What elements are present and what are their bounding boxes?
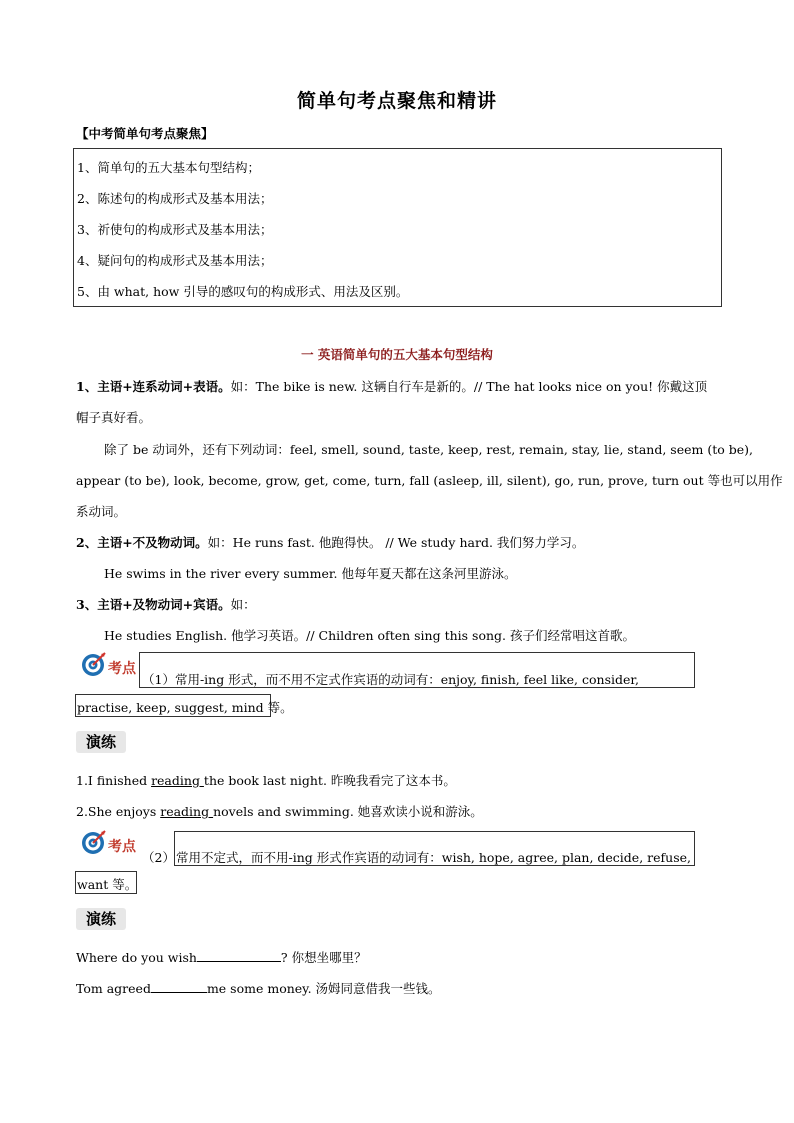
practice-1-item — [76, 802, 483, 820]
point-1-line — [76, 377, 707, 395]
linking-verbs-note-line3: 系动词。 — [76, 504, 127, 519]
point-1-label: 1、主语+连系动词+表语。 — [76, 379, 231, 394]
point-2-text: 如：He runs fast. 他跑得快。 // We study hard. 我们努力学习。 — [207, 535, 585, 550]
practice-answer: reading — [160, 804, 214, 819]
practice-text: 2.She enjoys — [76, 804, 161, 819]
practice-text: novels and swimming. 她喜欢读小说和游泳。 — [213, 804, 483, 819]
point-1-text: 如：The bike is new. 这辆自行车是新的。// The hat looks nice on you! 你戴这顶 — [230, 379, 708, 394]
focus-heading: 【中考简单句考点聚焦】 — [76, 126, 214, 141]
linking-verbs-note-line2: appear (to be), look, become, grow, get, come, turn, fall (asleep, ill, silent), go, run, prove, turn out 等也可以用作 — [76, 473, 783, 488]
focus-item: 3、祈使句的构成形式及基本用法； — [77, 222, 273, 237]
practice-text: Tom agreed — [76, 981, 151, 996]
point-3-example: He studies English. 他学习英语。// Children often sing this song. 孩子们经常唱这首歌。 — [104, 628, 635, 643]
tip-2-line1: 常用不定式，而不用-ing 形式作宾语的动词有：wish, hope, agree, plan, decide, refuse, — [176, 850, 691, 865]
point-2-example: He swims in the river every summer. 他每年夏天都在这条河里游泳。 — [104, 566, 517, 581]
answer-blank[interactable] — [197, 949, 281, 962]
page-title: 简单句考点聚焦和精讲 — [296, 90, 497, 112]
point-3-line — [76, 595, 256, 613]
kaodian-label: 考点 — [108, 661, 136, 677]
practice-badge: 演练 — [76, 731, 126, 753]
focus-item: 2、陈述句的构成形式及基本用法； — [77, 191, 273, 206]
target-icon — [80, 650, 108, 678]
point-1-continuation: 帽子真好看。 — [76, 410, 152, 425]
point-2-label: 2、主语+不及物动词。 — [76, 535, 208, 550]
focus-item: 5、由 what, how 引导的感叹句的构成形式、用法及区别。 — [77, 284, 409, 299]
focus-list-box — [73, 148, 722, 307]
practice-answer: reading — [151, 773, 204, 788]
kaodian-label: 考点 — [108, 839, 136, 855]
practice-text: 1.I finished — [76, 773, 152, 788]
practice-1-item — [76, 771, 456, 789]
focus-item: 4、疑问句的构成形式及基本用法； — [77, 253, 273, 268]
tip-1-line1: （1）常用-ing 形式，而不用不定式作宾语的动词有：enjoy, finish, feel like, consider, — [142, 672, 639, 687]
practice-text: the book last night. 昨晚我看完了这本书。 — [203, 773, 456, 788]
practice-2-item — [76, 979, 441, 997]
practice-badge: 演练 — [76, 908, 126, 930]
practice-text: ? 你想坐哪里？ — [280, 950, 367, 965]
tip-2-number: （2） — [142, 850, 175, 865]
focus-item: 1、简单句的五大基本句型结构； — [77, 160, 260, 175]
target-icon — [80, 828, 108, 856]
answer-blank[interactable] — [151, 980, 207, 993]
point-3-text: 如： — [230, 597, 256, 612]
point-2-line — [76, 533, 584, 551]
tip-2-line2: want 等。 — [77, 877, 138, 892]
point-3-label: 3、主语+及物动词+宾语。 — [76, 597, 231, 612]
section-heading: 一 英语简单句的五大基本句型结构 — [301, 347, 493, 362]
practice-text: me some money. 汤姆同意借我一些钱。 — [206, 981, 441, 996]
practice-text: Where do you wish — [76, 950, 197, 965]
practice-2-item — [76, 948, 367, 966]
tip-1-line2: practise, keep, suggest, mind 等。 — [77, 700, 293, 715]
linking-verbs-note-line1: 除了 be 动词外，还有下列动词：feel, smell, sound, taste, keep, rest, remain, stay, lie, stand, seem (to be), — [104, 442, 753, 457]
